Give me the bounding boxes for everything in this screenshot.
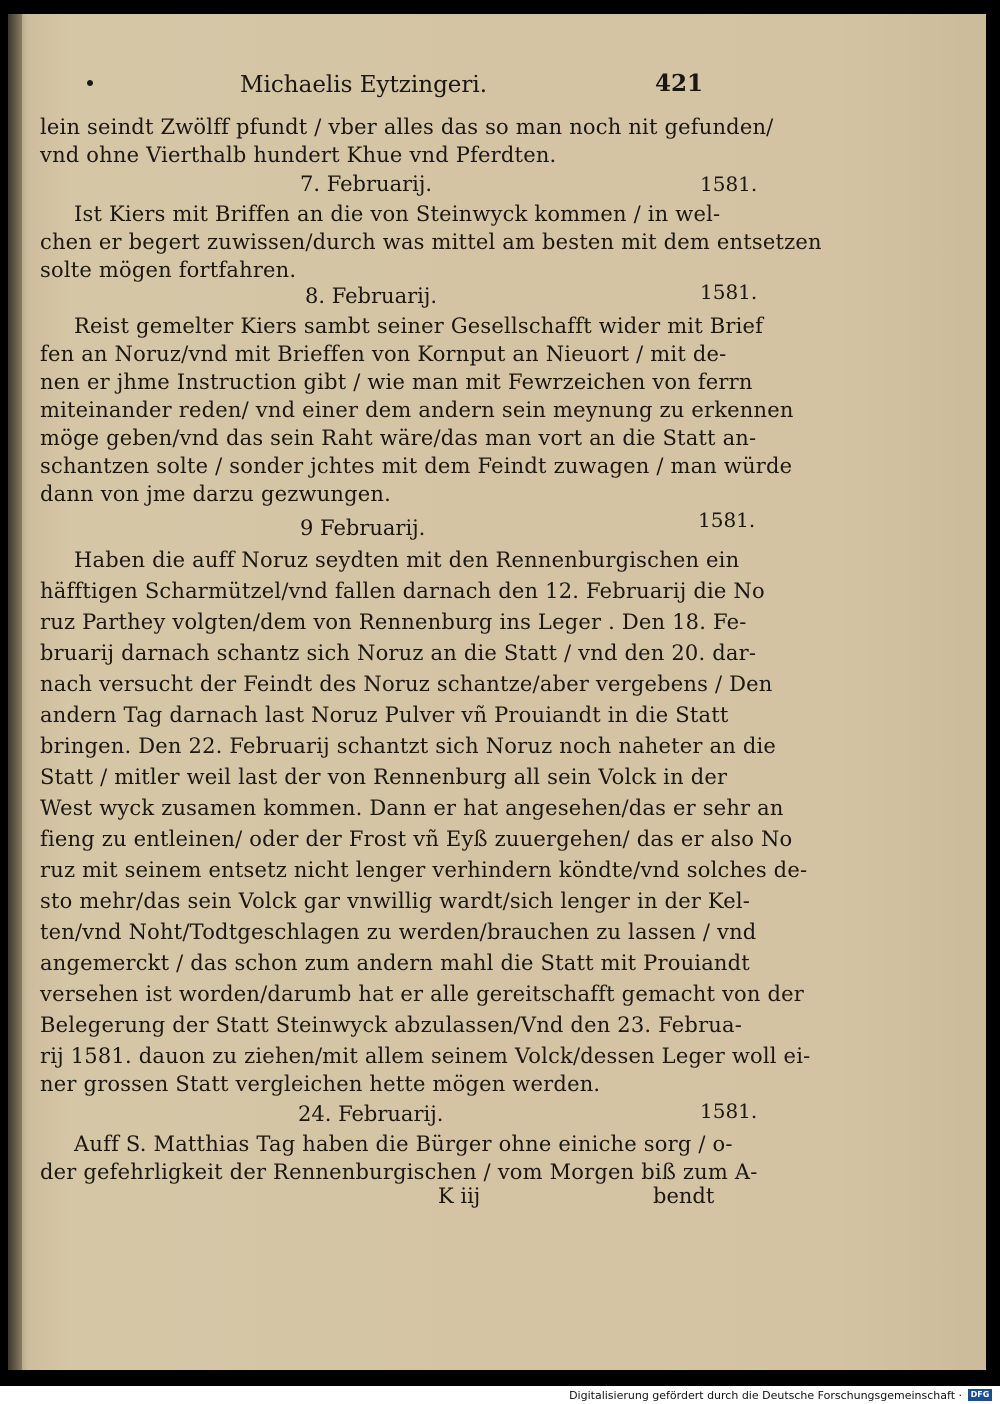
text-line: der gefehrligkeit der Rennenburgischen / vom Morgen biß zum A- [40,1160,758,1184]
margin-year: 1581. [700,280,758,304]
footer-credit: Digitalisierung gefördert durch die Deutsche Forschungsgemeinschaft · [569,1389,962,1402]
running-title: Michaelis Eytzingeri. [240,72,488,98]
date-heading: 24. Februarij. [298,1102,444,1126]
text-line: andern Tag darnach last Noruz Pulver vñ Prouiandt in die Statt [40,703,729,727]
text-line: ten/vnd Noht/Todtgeschlagen zu werden/brauchen zu lassen / vnd [40,920,757,944]
page-number: 421 [655,70,704,97]
text-line: nach versucht der Feindt des Noruz schantze/aber vergebens / Den [40,672,773,696]
text-line: lein seindt Zwölff pfundt / vber alles das so man noch nit gefunden/ [40,115,774,139]
text-line: häfftigen Scharmützel/vnd fallen darnach den 12. Februarij die No [40,579,765,603]
decorative-dot [87,80,93,86]
text-line: Belegerung der Statt Steinwyck abzulassen/Vnd den 23. Februa- [40,1013,743,1037]
date-heading: 8. Februarij. [305,284,438,308]
date-heading: 9 Februarij. [300,516,426,540]
text-line: ner grossen Statt vergleichen hette mögen werden. [40,1072,601,1096]
date-heading: 7. Februarij. [300,172,433,196]
text-line: Ist Kiers mit Briffen an die von Steinwyck kommen / in wel- [74,202,721,226]
text-line: bringen. Den 22. Februarij schantzt sich Noruz noch naheter an die [40,734,777,758]
text-line: Haben die auff Noruz seydten mit den Rennenburgischen ein [74,548,740,572]
text-line: bruarij darnach schantz sich Noruz an die Statt / vnd den 20. dar- [40,641,757,665]
text-line: ruz Parthey volgten/dem von Rennenburg ins Leger . Den 18. Fe- [40,610,747,634]
text-line: fen an Noruz/vnd mit Brieffen von Kornput an Nieuort / mit de- [40,342,727,366]
signature-mark: K iij [438,1184,481,1208]
margin-year: 1581. [700,1099,758,1123]
text-line: versehen ist worden/darumb hat er alle gereitschafft gemacht von der [40,982,804,1006]
text-line: sto mehr/das sein Volck gar vnwillig wardt/sich lenger in der Kel- [40,889,751,913]
text-line: dann von jme darzu gezwungen. [40,482,392,506]
text-line: angemerckt / das schon zum andern mahl die Statt mit Prouiandt [40,951,750,975]
text-line: schantzen solte / sonder jchtes mit dem Feindt zuwagen / man würde [40,454,793,478]
text-line: chen er begert zuwissen/durch was mittel am besten mit dem entsetzen [40,230,822,254]
text-line: vnd ohne Vierthalb hundert Khue vnd Pferdten. [40,143,557,167]
text-line: miteinander reden/ vnd einer dem andern sein meynung zu erkennen [40,398,794,422]
text-line: Auff S. Matthias Tag haben die Bürger ohne einiche sorg / o- [74,1132,733,1156]
margin-year: 1581. [698,508,756,532]
text-line: rij 1581. dauon zu ziehen/mit allem seinem Volck/dessen Leger woll ei- [40,1044,811,1068]
text-line: ruz mit seinem entsetz nicht lenger verhindern köndte/vnd solches de- [40,858,808,882]
margin-year: 1581. [700,172,758,196]
text-line: fieng zu entleinen/ oder der Frost vñ Eyß zuuergehen/ das er also No [40,827,793,851]
text-line: Reist gemelter Kiers sambt seiner Gesellschafft wider mit Brief [74,314,764,338]
text-line: West wyck zusamen kommen. Dann er hat angesehen/das er sehr an [40,796,784,820]
catchword: bendt [653,1184,715,1208]
dfg-logo-icon: DFG [968,1389,992,1401]
text-line: nen er jhme Instruction gibt / wie man mit Fewrzeichen von ferrn [40,370,753,394]
text-line: Statt / mitler weil last der von Rennenburg all sein Volck in der [40,765,728,789]
text-line: solte mögen fortfahren. [40,258,297,282]
text-line: möge geben/vnd das sein Raht wäre/das man vort an die Statt an- [40,426,757,450]
page-spine-shadow [8,14,22,1370]
